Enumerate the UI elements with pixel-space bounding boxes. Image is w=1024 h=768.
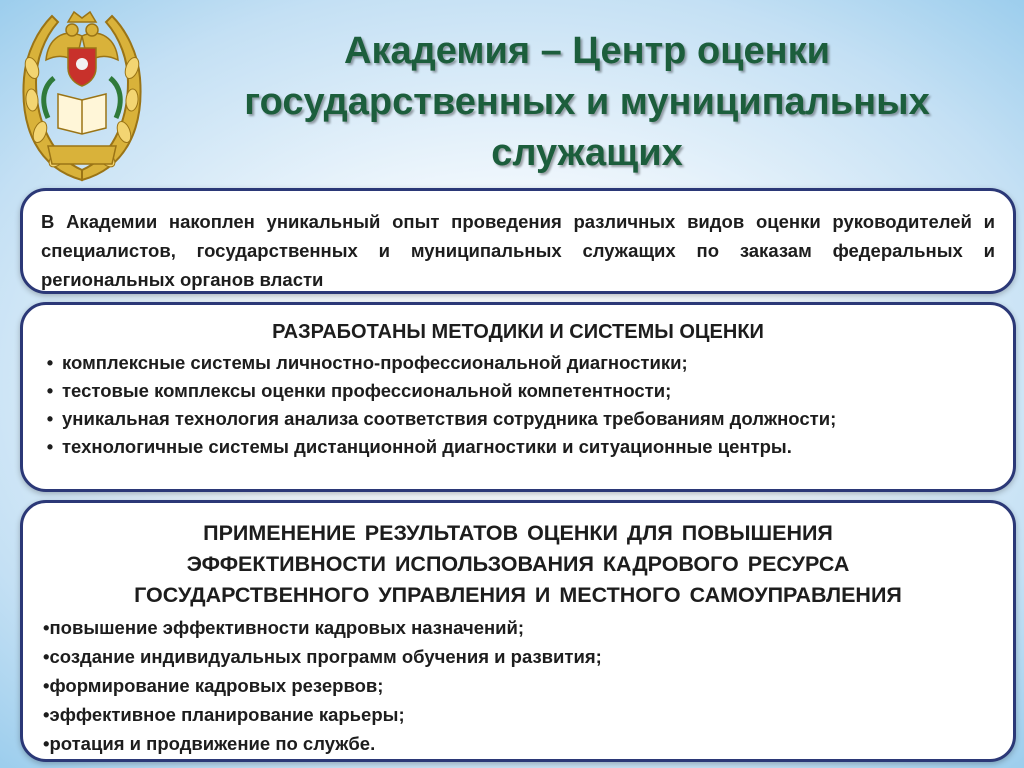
title-line: государственных и муниципальных bbox=[244, 81, 930, 123]
methods-heading: РАЗРАБОТАНЫ МЕТОДИКИ И СИСТЕМЫ ОЦЕНКИ bbox=[272, 321, 764, 343]
bullet-icon: • bbox=[46, 436, 54, 457]
list-item bbox=[43, 405, 993, 433]
list-item-text: тестовые комплексы оценки профессиональной компетентности; bbox=[62, 380, 672, 401]
bullet-icon: • bbox=[46, 408, 54, 429]
list-item: •создание индивидуальных программ обучения и развития; bbox=[43, 646, 602, 667]
list-item: •эффективное планирование карьеры; bbox=[43, 704, 405, 725]
bullet-icon: • bbox=[46, 380, 54, 401]
list-item-text: технологичные системы дистанционной диагностики и ситуационные центры. bbox=[62, 436, 792, 457]
application-heading bbox=[43, 518, 993, 611]
heading-line: ГОСУДАРСТВЕННОГО УПРАВЛЕНИЯ И МЕСТНОГО САМОУПРАВЛЕНИЯ bbox=[134, 583, 902, 607]
list-item: •ротация и продвижение по службе. bbox=[43, 733, 376, 754]
bullet-icon: • bbox=[46, 352, 54, 373]
heading-line: ЭФФЕКТИВНОСТИ ИСПОЛЬЗОВАНИЯ КАДРОВОГО РЕСУРСА bbox=[186, 552, 850, 576]
methods-list bbox=[43, 349, 993, 461]
intro-panel bbox=[20, 188, 1016, 294]
title-line: Академия – Центр оценки bbox=[344, 30, 830, 72]
intro-text: В Академии накоплен уникальный опыт проведения различных видов оценки руководителей и специалистов, государственных и муниципальных служащих по заказам федеральных и региональных органов власти bbox=[41, 211, 995, 290]
list-item bbox=[43, 377, 993, 405]
list-item: •повышение эффективности кадровых назначений; bbox=[43, 617, 525, 638]
page-title bbox=[150, 26, 1024, 179]
ranepa-emblem-icon bbox=[18, 8, 146, 184]
emblem-graphic bbox=[18, 8, 146, 184]
methods-panel bbox=[20, 302, 1016, 492]
list-item: •формирование кадровых резервов; bbox=[43, 675, 384, 696]
list-item-text: уникальная технология анализа соответствия сотрудника требованиям должности; bbox=[62, 408, 837, 429]
list-item bbox=[43, 349, 993, 377]
list-item-text: комплексные системы личностно-профессиональной диагностики; bbox=[62, 352, 688, 373]
application-list bbox=[43, 613, 993, 758]
list-item bbox=[43, 433, 993, 461]
title-line: служащих bbox=[491, 132, 683, 174]
heading-line: ПРИМЕНЕНИЕ РЕЗУЛЬТАТОВ ОЦЕНКИ ДЛЯ ПОВЫШЕНИЯ bbox=[203, 521, 833, 545]
application-panel bbox=[20, 500, 1016, 762]
